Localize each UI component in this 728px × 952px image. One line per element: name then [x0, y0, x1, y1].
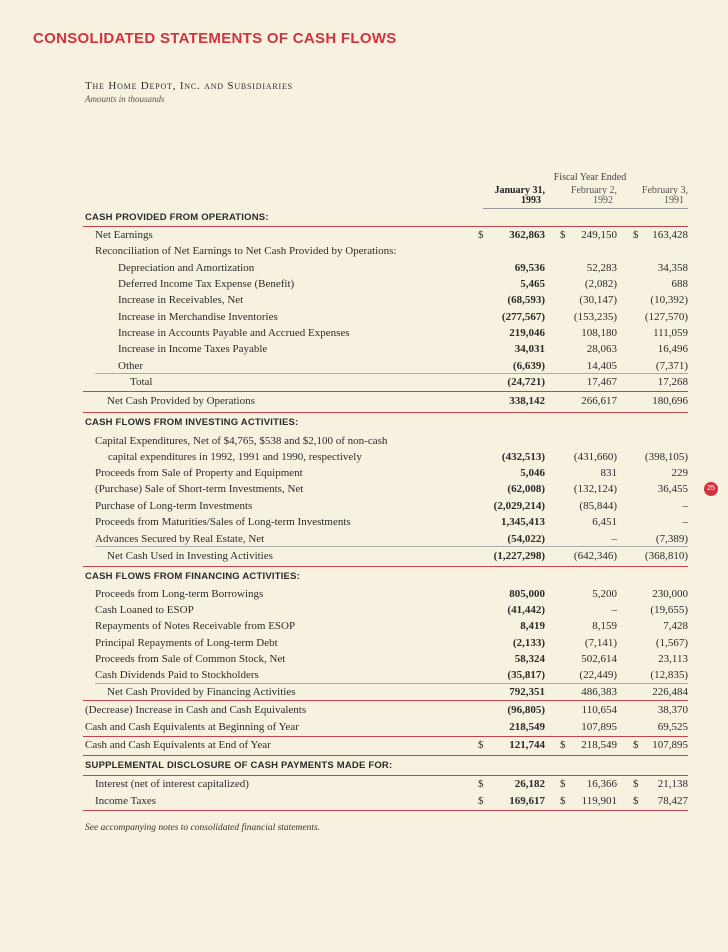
cell-value: (2,082) — [584, 278, 617, 290]
currency-symbol: $ — [560, 795, 566, 807]
table-row — [0, 498, 728, 514]
row-divider — [95, 546, 688, 547]
cell-value: 26,182 — [514, 778, 545, 790]
cell-value: 792,351 — [509, 686, 545, 698]
table-row — [0, 514, 728, 530]
cell-value: 180,696 — [652, 395, 688, 407]
table-row — [0, 586, 728, 602]
fiscal-year-header: Fiscal Year Ended — [553, 172, 627, 183]
table-row — [0, 737, 728, 753]
table-row — [0, 684, 728, 700]
cell-value: – — [611, 533, 617, 545]
table-row — [0, 341, 728, 357]
cell-value: – — [682, 500, 688, 512]
cell-value: 107,895 — [652, 739, 688, 751]
cell-value: 169,617 — [509, 795, 545, 807]
cell-value: (68,593) — [507, 294, 545, 306]
table-row — [0, 260, 728, 276]
cell-value: 78,427 — [657, 795, 688, 807]
row-label: Advances Secured by Real Estate, Net — [95, 533, 265, 545]
cell-value: 16,496 — [657, 343, 688, 355]
cell-value: – — [682, 516, 688, 528]
cell-value: 1,345,413 — [501, 516, 545, 528]
cell-value: 52,283 — [586, 262, 617, 274]
table-row — [0, 719, 728, 735]
cell-value: (431,660) — [573, 451, 617, 463]
cell-value: 362,863 — [509, 229, 545, 241]
cell-value: 6,451 — [592, 516, 617, 528]
row-label: Increase in Receivables, Net — [118, 294, 244, 306]
page-number-badge: 25 — [704, 482, 718, 496]
cell-value: (2,133) — [512, 637, 545, 649]
table-row — [0, 702, 728, 718]
cell-value: (62,008) — [507, 483, 545, 495]
table-row — [0, 635, 728, 651]
row-divider — [83, 810, 688, 811]
column-header-1992: February 2, 1992 — [570, 185, 617, 206]
currency-symbol: $ — [633, 778, 639, 790]
cell-value: (7,389) — [655, 533, 688, 545]
row-label: Depreciation and Amortization — [118, 262, 255, 274]
column-header-1993: January 31, 1993 — [494, 185, 545, 206]
row-label: Net Cash Provided by Financing Activities — [107, 686, 296, 698]
table-row — [0, 393, 728, 409]
header-rule — [483, 208, 688, 209]
currency-symbol: $ — [633, 739, 639, 751]
row-label: Purchase of Long-term Investments — [95, 500, 253, 512]
currency-symbol: $ — [478, 778, 484, 790]
cell-value: (22,449) — [579, 669, 617, 681]
table-row — [0, 449, 728, 465]
cell-value: 163,428 — [652, 229, 688, 241]
row-label: Increase in Accounts Payable and Accrued Expenses — [118, 327, 350, 339]
row-label: Increase in Income Taxes Payable — [118, 343, 268, 355]
row-label: Interest (net of interest capitalized) — [95, 778, 249, 790]
cell-value: (1,567) — [655, 637, 688, 649]
row-label: Proceeds from Maturities/Sales of Long-term Investments — [95, 516, 351, 528]
table-row — [0, 325, 728, 341]
cell-value: 8,419 — [520, 620, 545, 632]
row-label: (Decrease) Increase in Cash and Cash Equivalents — [85, 704, 307, 716]
cell-value: (54,022) — [507, 533, 545, 545]
cell-value: – — [611, 604, 617, 616]
cell-value: 34,358 — [657, 262, 688, 274]
row-divider — [83, 226, 688, 227]
row-label: Net Cash Provided by Operations — [107, 395, 255, 407]
footnote: See accompanying notes to consolidated financial statements. — [85, 823, 321, 833]
cell-value: 14,405 — [586, 360, 617, 372]
currency-symbol: $ — [560, 229, 566, 241]
cell-value: 219,046 — [509, 327, 545, 339]
table-row — [0, 465, 728, 481]
cell-value: 218,549 — [581, 739, 617, 751]
section-label: CASH PROVIDED FROM OPERATIONS: — [85, 212, 269, 223]
currency-symbol: $ — [633, 795, 639, 807]
cell-value: (6,639) — [512, 360, 545, 372]
row-label: Net Cash Used in Investing Activities — [107, 550, 273, 562]
row-label: Proceeds from Sale of Property and Equipment — [95, 467, 303, 479]
statement-title: CONSOLIDATED STATEMENTS OF CASH FLOWS — [33, 30, 397, 47]
cell-value: (277,567) — [501, 311, 545, 323]
table-row — [0, 667, 728, 683]
cell-value: 58,324 — [514, 653, 545, 665]
cell-value: (2,029,214) — [493, 500, 545, 512]
currency-symbol: $ — [478, 229, 484, 241]
cell-value: 119,901 — [581, 795, 617, 807]
table-row — [0, 548, 728, 564]
table-row — [0, 481, 728, 497]
row-label: Capital Expenditures, Net of $4,765, $538 and $2,100 of non-cash — [95, 435, 388, 447]
row-label: Income Taxes — [95, 795, 157, 807]
row-label: Cash Dividends Paid to Stockholders — [95, 669, 259, 681]
row-divider — [95, 373, 688, 374]
row-label: Increase in Merchandise Inventories — [118, 311, 278, 323]
section-label: SUPPLEMENTAL DISCLOSURE OF CASH PAYMENTS MADE FOR: — [85, 760, 393, 771]
cell-value: 338,142 — [509, 395, 545, 407]
table-row — [0, 602, 728, 618]
cell-value: 502,614 — [581, 653, 617, 665]
cell-value: (642,346) — [573, 550, 617, 562]
row-label: (Purchase) Sale of Short-term Investments, Net — [95, 483, 304, 495]
cell-value: 69,536 — [514, 262, 545, 274]
row-label: Cash Loaned to ESOP — [95, 604, 194, 616]
table-row — [0, 374, 728, 390]
table-row — [0, 618, 728, 634]
table-row — [0, 292, 728, 308]
cell-value: (1,227,298) — [493, 550, 545, 562]
section-header — [0, 415, 728, 431]
cell-value: 7,428 — [663, 620, 688, 632]
row-label: Proceeds from Long-term Borrowings — [95, 588, 264, 600]
table-row — [0, 227, 728, 243]
cell-value: 38,370 — [657, 704, 688, 716]
cell-value: 17,467 — [586, 376, 617, 388]
cell-value: (153,235) — [573, 311, 617, 323]
cell-value: (10,392) — [650, 294, 688, 306]
cell-value: 17,268 — [657, 376, 688, 388]
section-header — [0, 210, 728, 226]
cell-value: 108,180 — [581, 327, 617, 339]
cell-value: (24,721) — [507, 376, 545, 388]
cell-value: 110,654 — [581, 704, 617, 716]
section-label: CASH FLOWS FROM INVESTING ACTIVITIES: — [85, 417, 299, 428]
table-row — [0, 276, 728, 292]
row-label: Principal Repayments of Long-term Debt — [95, 637, 278, 649]
cell-value: 111,059 — [653, 327, 688, 339]
cell-value: 230,000 — [652, 588, 688, 600]
cell-value: (96,805) — [507, 704, 545, 716]
cell-value: 226,484 — [652, 686, 688, 698]
row-label: Other — [118, 360, 144, 372]
cell-value: (19,655) — [650, 604, 688, 616]
table-row — [0, 651, 728, 667]
cell-value: 218,549 — [509, 721, 545, 733]
row-label: Deferred Income Tax Expense (Benefit) — [118, 278, 295, 290]
cell-value: 831 — [600, 467, 617, 479]
table-row — [0, 793, 728, 809]
cell-value: 36,455 — [657, 483, 688, 495]
cell-value: 23,113 — [658, 653, 688, 665]
table-row — [0, 433, 728, 449]
cell-value: (30,147) — [579, 294, 617, 306]
cell-value: 486,383 — [581, 686, 617, 698]
row-label: capital expenditures in 1992, 1991 and 1990, respectively — [108, 451, 362, 463]
currency-symbol: $ — [478, 739, 484, 751]
cell-value: 229 — [671, 467, 688, 479]
cell-value: 266,617 — [581, 395, 617, 407]
cell-value: (398,105) — [644, 451, 688, 463]
cell-value: 805,000 — [509, 588, 545, 600]
row-divider — [83, 566, 688, 567]
section-label: CASH FLOWS FROM FINANCING ACTIVITIES: — [85, 571, 300, 582]
section-header — [0, 569, 728, 585]
currency-symbol: $ — [633, 229, 639, 241]
cell-value: 5,465 — [520, 278, 545, 290]
row-divider — [83, 412, 688, 413]
row-label: Reconciliation of Net Earnings to Net Cash Provided by Operations: — [95, 245, 397, 257]
row-divider — [83, 775, 688, 776]
cell-value: 8,159 — [592, 620, 617, 632]
table-row — [0, 309, 728, 325]
row-label: Net Earnings — [95, 229, 153, 241]
section-header — [0, 758, 728, 774]
column-header-1991: February 3, 1991 — [641, 185, 688, 206]
cell-value: (368,810) — [644, 550, 688, 562]
cell-value: 688 — [671, 278, 688, 290]
amounts-note: Amounts in thousands — [85, 94, 165, 104]
table-row — [0, 358, 728, 374]
row-divider — [83, 736, 688, 737]
cell-value: (41,442) — [507, 604, 545, 616]
row-label: Total — [130, 376, 153, 388]
currency-symbol: $ — [560, 739, 566, 751]
table-row — [0, 531, 728, 547]
company-name: The Home Depot, Inc. and Subsidiaries — [85, 80, 293, 92]
row-divider — [95, 683, 688, 684]
row-label: Cash and Cash Equivalents at End of Year — [85, 739, 271, 751]
cell-value: (132,124) — [573, 483, 617, 495]
cell-value: (7,371) — [655, 360, 688, 372]
cell-value: (7,141) — [584, 637, 617, 649]
table-row — [0, 243, 728, 259]
row-label: Cash and Cash Equivalents at Beginning of Year — [85, 721, 299, 733]
cell-value: 16,366 — [586, 778, 617, 790]
row-divider — [83, 391, 688, 392]
cell-value: 69,525 — [657, 721, 688, 733]
cell-value: 21,138 — [657, 778, 688, 790]
cell-value: 107,895 — [581, 721, 617, 733]
cell-value: 34,031 — [514, 343, 545, 355]
cell-value: 5,046 — [520, 467, 545, 479]
cell-value: 249,150 — [581, 229, 617, 241]
cell-value: (432,513) — [501, 451, 545, 463]
row-label: Proceeds from Sale of Common Stock, Net — [95, 653, 286, 665]
row-divider — [83, 755, 688, 756]
cell-value: (85,844) — [579, 500, 617, 512]
cell-value: (35,817) — [507, 669, 545, 681]
row-divider — [83, 700, 688, 701]
cell-value: 5,200 — [592, 588, 617, 600]
currency-symbol: $ — [478, 795, 484, 807]
cell-value: 121,744 — [509, 739, 545, 751]
currency-symbol: $ — [560, 778, 566, 790]
table-row — [0, 776, 728, 792]
row-label: Repayments of Notes Receivable from ESOP — [95, 620, 296, 632]
cell-value: (127,570) — [644, 311, 688, 323]
cell-value: 28,063 — [586, 343, 617, 355]
cell-value: (12,835) — [650, 669, 688, 681]
